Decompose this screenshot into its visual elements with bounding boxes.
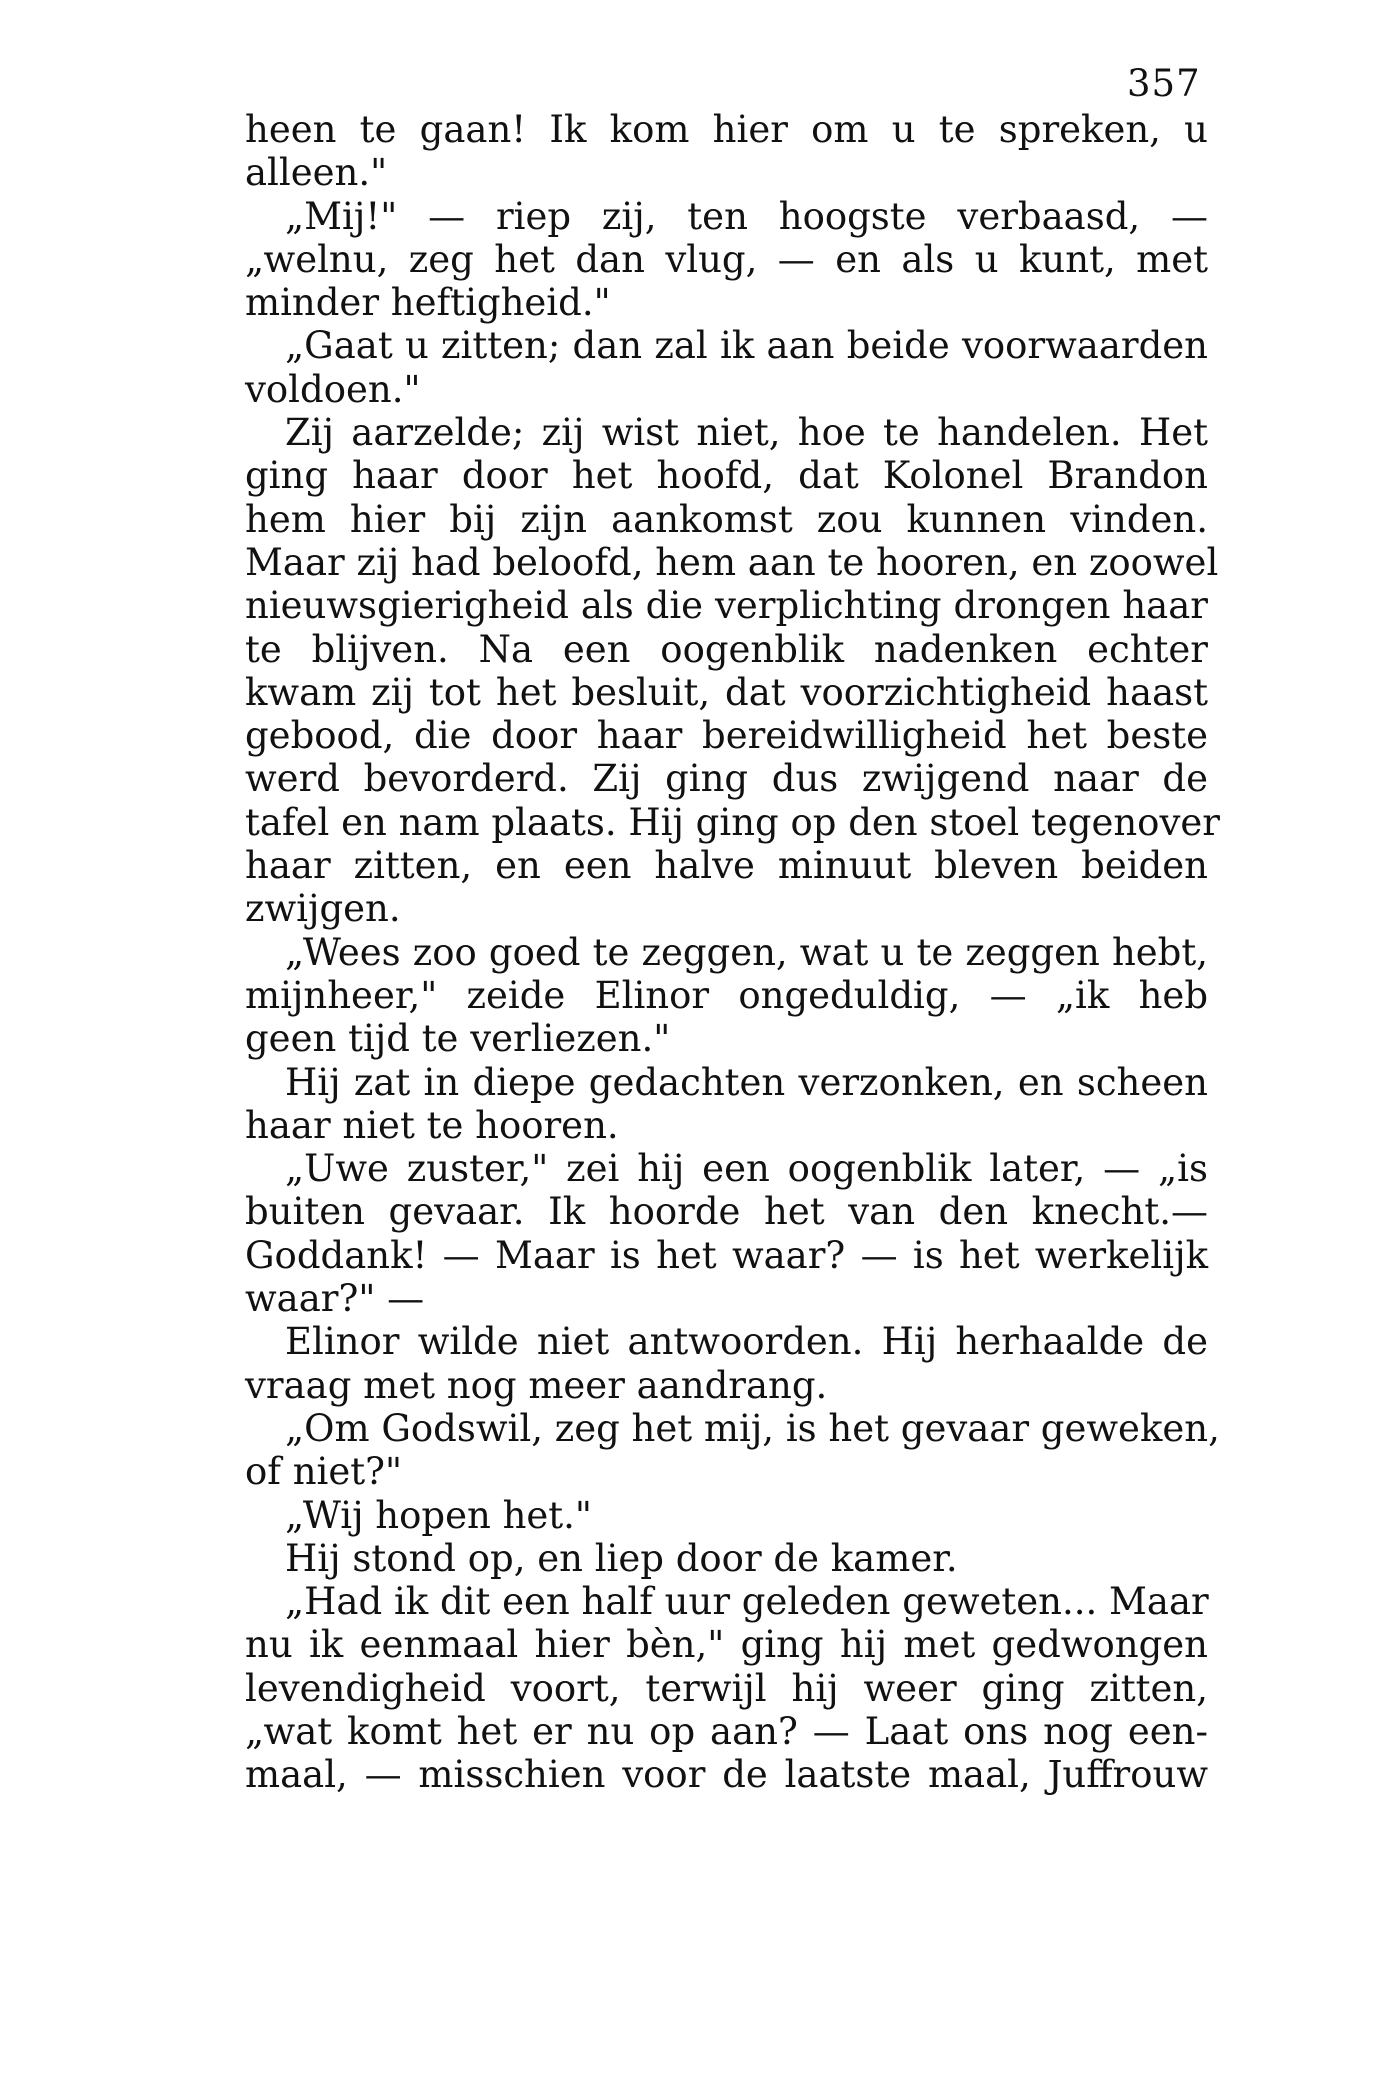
text-line: voldoen." (245, 367, 421, 411)
text-line: „Om Godswil, zeg het mij, is het gevaar geweken, (285, 1406, 1220, 1450)
text-line: nieuwsgierigheid als die verplichting drongen haar (245, 584, 1208, 628)
page-number: 357 (1127, 62, 1201, 105)
text-line: „Uwe zuster," zei hij een oogenblik later, — „is (285, 1147, 1208, 1191)
text-line: Maar zij had beloofd, hem aan te hooren, en zoowel (245, 540, 1219, 584)
text-line: of niet?" (245, 1450, 403, 1494)
text-line: „Mij!" — riep zij, ten hoogste verbaasd, — (285, 194, 1208, 238)
text-line: buiten gevaar. Ik hoorde het van den knecht.— (245, 1190, 1208, 1234)
text-line: haar niet te hooren. (245, 1103, 619, 1147)
body-text (245, 108, 1220, 1797)
text-line: hem hier bij zijn aankomst zou kunnen vinden. (245, 497, 1208, 541)
text-line: vraag met nog meer aandrang. (245, 1363, 828, 1407)
text-line: Elinor wilde niet antwoorden. Hij herhaalde de (285, 1320, 1208, 1364)
text-line: waar?" — (245, 1277, 425, 1321)
text-line: haar zitten, en een halve minuut bleven beiden (245, 844, 1208, 888)
text-line: zwijgen. (245, 887, 401, 931)
text-line: gebood, die door haar bereidwilligheid het beste (245, 714, 1208, 758)
text-line: kwam zij tot het besluit, dat voorzichtigheid haast (245, 670, 1208, 714)
text-line: „Wij hopen het." (285, 1493, 592, 1537)
text-line: maal, — misschien voor de laatste maal, Juffrouw (245, 1753, 1208, 1797)
text-line: „Gaat u zitten; dan zal ik aan beide voorwaarden (285, 324, 1208, 368)
text-line: Goddank! — Maar is het waar? — is het werkelijk (245, 1233, 1208, 1277)
text-line: Zij aarzelde; zij wist niet, hoe te handelen. Het (285, 411, 1208, 455)
text-line: alleen." (245, 151, 388, 195)
text-line: werd bevorderd. Zij ging dus zwijgend naar de (245, 757, 1208, 801)
text-line: „wat komt het er nu op aan? — Laat ons nog een- (245, 1709, 1208, 1753)
text-line: te blijven. Na een oogenblik nadenken echter (245, 627, 1208, 671)
text-line: heen te gaan! Ik kom hier om u te spreken, u (245, 108, 1208, 151)
text-line: geen tijd te verliezen." (245, 1017, 671, 1061)
text-line: ging haar door het hoofd, dat Kolonel Brandon (245, 454, 1208, 498)
text-line: minder heftigheid." (245, 281, 611, 325)
text-line: „Had ik dit een half uur geleden geweten... Maar (285, 1580, 1209, 1624)
text-line: levendigheid voort, terwijl hij weer ging zitten, (245, 1666, 1208, 1710)
text-line: Hij zat in diepe gedachten verzonken, en scheen (285, 1060, 1208, 1104)
text-line: nu ik eenmaal hier bèn," ging hij met gedwongen (245, 1623, 1208, 1667)
text-line: „welnu, zeg het dan vlug, — en als u kunt, met (245, 237, 1208, 281)
text-line: Hij stond op, en liep door de kamer. (285, 1536, 958, 1580)
text-line: mijnheer," zeide Elinor ongeduldig, — „ik heb (245, 973, 1208, 1017)
text-line: „Wees zoo goed te zeggen, wat u te zeggen hebt, (285, 930, 1208, 974)
text-line: tafel en nam plaats. Hij ging op den stoel tegenover (245, 800, 1220, 844)
